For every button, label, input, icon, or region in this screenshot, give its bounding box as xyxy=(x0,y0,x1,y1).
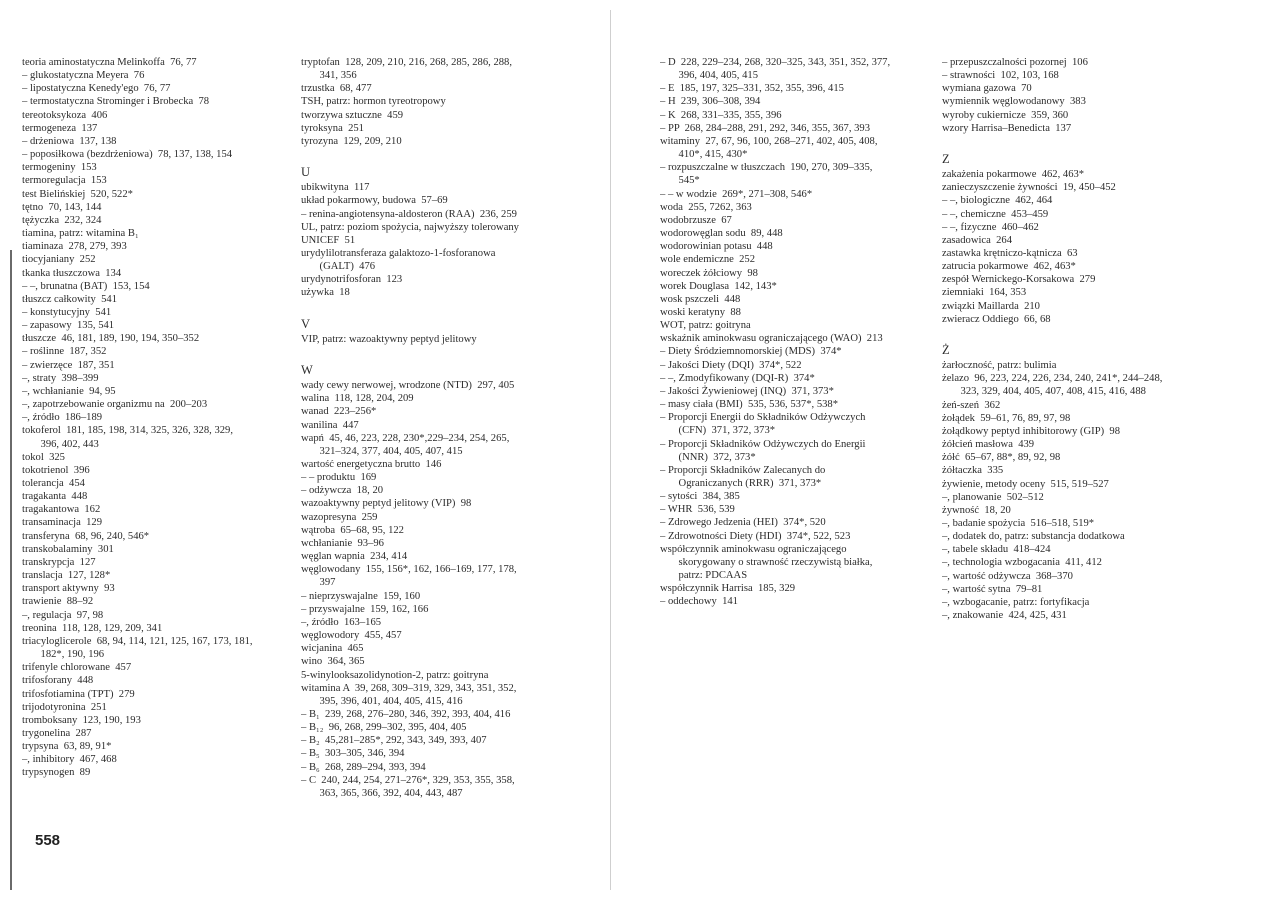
index-entry: VIP, patrz: wazoaktywny peptyd jelitowy xyxy=(301,333,477,345)
index-entry: – oddechowy 141 xyxy=(660,596,738,608)
index-entry: trypsynogen 89 xyxy=(22,767,91,779)
index-entry: współczynnik aminokwasu ograniczającego xyxy=(660,543,847,555)
index-entry: zasadowica 264 xyxy=(942,234,1013,246)
index-entry: (NNR) 372, 373* xyxy=(660,451,756,463)
index-entry: – E 185, 197, 325–331, 352, 355, 396, 415 xyxy=(660,83,844,95)
index-entry: układ pokarmowy, budowa 57–69 xyxy=(301,195,448,207)
index-entry: witamina A 39, 268, 309–319, 329, 343, 351, 352, xyxy=(301,682,517,694)
index-entry: – Proporcji Składników Odżywczych do Energii xyxy=(660,438,866,450)
index-entry: – Proporcji Składników Zalecanych do xyxy=(660,464,826,476)
index-entry: zanieczyszczenie żywności 19, 450–452 xyxy=(942,182,1116,194)
index-entry: –, tabele składu 418–424 xyxy=(942,544,1051,556)
index-entry: termogeniny 153 xyxy=(22,162,97,174)
index-entry: urydylilotransferaza galaktozo-1-fosforanowa xyxy=(301,248,496,260)
index-entry: ziemniaki 164, 353 xyxy=(942,287,1027,299)
index-entry: zakażenia pokarmowe 462, 463* xyxy=(942,169,1085,181)
index-entry: tężyczka 232, 324 xyxy=(22,214,102,226)
index-entry: –, źródło 186–189 xyxy=(22,412,103,424)
index-entry: test Bielińskiej 520, 522* xyxy=(22,188,133,200)
index-entry: worek Douglasa 142, 143* xyxy=(660,280,777,292)
index-entry: trifosfotiamina (TPT) 279 xyxy=(22,688,135,700)
index-entry: tokoferol 181, 185, 198, 314, 325, 326, 328, 329, xyxy=(22,425,233,437)
index-entry: UNICEF 51 xyxy=(301,234,356,246)
index-entry: węglowodany 155, 156*, 162, 166–169, 177, 178, xyxy=(301,564,517,576)
page-number: 558 xyxy=(35,832,61,849)
index-entry: 396, 402, 443 xyxy=(22,438,99,450)
index-entry: woski keratyny 88 xyxy=(660,306,741,318)
index-section-letter: Ż xyxy=(942,343,950,358)
index-entry: tworzywa sztuczne 459 xyxy=(301,109,404,121)
index-entry: – C 240, 244, 254, 271–276*, 329, 353, 355, 358, xyxy=(301,774,515,786)
index-entry: – rozpuszczalne w tłuszczach 190, 270, 309–335, xyxy=(660,162,873,174)
index-entry: tłuszcze 46, 181, 189, 190, 194, 350–352 xyxy=(22,333,200,345)
index-spacer xyxy=(942,135,1242,148)
index-entry: – B₅ 303–305, 346, 394 xyxy=(301,748,405,760)
index-entry: tokotrienol 396 xyxy=(22,464,90,476)
index-entry: –, technologia wzbogacania 411, 412 xyxy=(942,557,1102,569)
index-entry: – B₆ 268, 289–294, 393, 394 xyxy=(301,761,426,773)
index-entry: 363, 365, 366, 392, 404, 443, 487 xyxy=(301,787,463,799)
index-entry: –, zapotrzebowanie organizmu na 200–203 xyxy=(22,399,208,411)
index-entry: – H 239, 306–308, 394 xyxy=(660,96,761,108)
index-entry: tromboksany 123, 190, 193 xyxy=(22,714,141,726)
index-column-1 xyxy=(22,56,322,780)
index-entry: – – w wodzie 269*, 271–308, 546* xyxy=(660,188,813,200)
index-entry: tłuszcz całkowity 541 xyxy=(22,293,118,305)
index-entry: 321–324, 377, 404, 405, 407, 415 xyxy=(301,445,463,457)
index-column-2 xyxy=(301,56,601,800)
index-entry: treonina 118, 128, 129, 209, 341 xyxy=(22,622,163,634)
index-entry: tkanka tłuszczowa 134 xyxy=(22,267,122,279)
index-entry: wino 364, 365 xyxy=(301,656,365,668)
index-entry: –, wartość odżywcza 368–370 xyxy=(942,570,1073,582)
index-entry: – lipostatyczna Kenedy'ego 76, 77 xyxy=(22,83,171,95)
index-column-4 xyxy=(942,56,1242,622)
index-entry: wymiana gazowa 70 xyxy=(942,83,1032,95)
index-entry: – – produktu 169 xyxy=(301,472,377,484)
index-entry: patrz: PDCAAS xyxy=(660,570,748,582)
index-entry: wole endemiczne 252 xyxy=(660,254,756,266)
index-entry: –, inhibitory 467, 468 xyxy=(22,754,117,766)
index-entry: – Proporcji Energii do Składników Odżywczych xyxy=(660,412,866,424)
index-entry: tragakantowa 162 xyxy=(22,504,101,516)
index-entry: tiaminaza 278, 279, 393 xyxy=(22,241,127,253)
index-entry: wanad 223–256* xyxy=(301,406,377,418)
index-entry: wazopresyna 259 xyxy=(301,511,378,523)
index-entry: 410*, 415, 430* xyxy=(660,149,748,161)
index-entry: 396, 404, 405, 415 xyxy=(660,70,758,82)
index-entry: wyroby cukiernicze 359, 360 xyxy=(942,109,1069,121)
index-entry: tyrozyna 129, 209, 210 xyxy=(301,135,402,147)
index-entry: wodorowęglan sodu 89, 448 xyxy=(660,228,783,240)
index-entry: tyroksyna 251 xyxy=(301,122,364,134)
index-entry: termoregulacja 153 xyxy=(22,175,107,187)
index-entry: 341, 356 xyxy=(301,70,357,82)
index-entry: 395, 396, 401, 404, 405, 415, 416 xyxy=(301,695,463,707)
index-entry: transkobalaminy 301 xyxy=(22,543,114,555)
index-entry: – Zdrowotności Diety (HDI) 374*, 522, 523 xyxy=(660,530,851,542)
index-entry: – D 228, 229–234, 268, 320–325, 343, 351, 352, 377, xyxy=(660,57,891,68)
index-entry: trifenyle chlorowane 457 xyxy=(22,662,132,674)
index-entry: zatrucia pokarmowe 462, 463* xyxy=(942,261,1076,273)
index-entry: (CFN) 371, 372, 373* xyxy=(660,425,776,437)
index-entry: żarłoczność, patrz: bulimia xyxy=(942,360,1057,372)
index-entry: – –, biologiczne 462, 464 xyxy=(942,195,1053,207)
index-entry: – przyswajalne 159, 162, 166 xyxy=(301,603,429,615)
index-entry: żołądek 59–61, 76, 89, 97, 98 xyxy=(942,412,1071,424)
index-entry: WOT, patrz: goitryna xyxy=(660,320,751,332)
index-entry: – nieprzyswajalne 159, 160 xyxy=(301,590,421,602)
index-entry: tiocyjaniany 252 xyxy=(22,254,96,266)
index-column-3 xyxy=(660,56,960,609)
index-entry: –, źródło 163–165 xyxy=(301,616,382,628)
index-entry: trypsyna 63, 89, 91* xyxy=(22,741,112,753)
index-entry: wodorowinian potasu 448 xyxy=(660,241,773,253)
index-entry: wicjanina 465 xyxy=(301,643,364,655)
index-entry: trifosforany 448 xyxy=(22,675,94,687)
index-entry: – B₁ 239, 268, 276–280, 346, 392, 393, 404, 416 xyxy=(301,708,511,720)
index-entry: tereotoksykoza 406 xyxy=(22,109,108,121)
index-entry: 5-winylooksazolidynotion-2, patrz: goitryna xyxy=(301,669,489,681)
index-entry: urydynotrifosforan 123 xyxy=(301,274,403,286)
index-entry: – K 268, 331–335, 355, 396 xyxy=(660,109,782,121)
index-entry: tragakanta 448 xyxy=(22,491,88,503)
index-section-letter: U xyxy=(301,165,311,180)
index-entry: –, straty 398–399 xyxy=(22,372,99,384)
index-entry: woreczek żółciowy 98 xyxy=(660,267,758,279)
index-entry: trijodotyronina 251 xyxy=(22,701,107,713)
index-spacer xyxy=(301,148,601,161)
index-entry: transaminacja 129 xyxy=(22,517,103,529)
index-entry: wątroba 65–68, 95, 122 xyxy=(301,524,404,536)
index-entry: wzory Harrisa–Benedicta 137 xyxy=(942,122,1072,134)
index-entry: – –, chemiczne 453–459 xyxy=(942,208,1049,220)
index-entry: – zwierzęce 187, 351 xyxy=(22,359,115,371)
index-entry: zespół Wernickego-Korsakowa 279 xyxy=(942,274,1096,286)
index-entry: żywienie, metody oceny 515, 519–527 xyxy=(942,478,1109,490)
index-entry: trygonelina 287 xyxy=(22,727,92,739)
index-entry: wodobrzusze 67 xyxy=(660,214,732,226)
index-entry: transferyna 68, 96, 240, 546* xyxy=(22,530,150,542)
index-entry: – WHR 536, 539 xyxy=(660,504,735,516)
index-entry: – poposiłkowa (bezdrżeniowa) 78, 137, 138, 154 xyxy=(22,149,233,161)
index-entry: – drżeniowa 137, 138 xyxy=(22,135,117,147)
index-entry: – termostatyczna Strominger i Brobecka 78 xyxy=(22,96,210,108)
index-entry: woda 255, 7262, 363 xyxy=(660,201,752,213)
index-entry: żołądkowy peptyd inhibitorowy (GIP) 98 xyxy=(942,425,1121,437)
index-entry: tiamina, patrz: witamina B₁ xyxy=(22,228,139,240)
index-entry: triacyloglicerole 68, 94, 114, 121, 125, 167, 173, 181, xyxy=(22,635,253,647)
index-entry: –, planowanie 502–512 xyxy=(942,491,1044,503)
index-entry: wapń 45, 46, 223, 228, 230*,229–234, 254, 265, xyxy=(301,432,510,444)
scan-edge xyxy=(10,250,12,890)
index-entry: tokol 325 xyxy=(22,451,65,463)
index-section-letter: V xyxy=(301,316,311,331)
index-entry: –, badanie spożycia 516–518, 519* xyxy=(942,517,1095,529)
index-entry: wartość energetyczna brutto 146 xyxy=(301,459,442,471)
index-entry: – masy ciała (BMI) 535, 536, 537*, 538* xyxy=(660,399,839,411)
index-entry: –, znakowanie 424, 425, 431 xyxy=(942,610,1067,622)
index-entry: wanilina 447 xyxy=(301,419,359,431)
index-entry: trawienie 88–92 xyxy=(22,596,94,608)
index-spacer xyxy=(301,346,601,359)
index-entry: – Jakości Żywieniowej (INQ) 371, 373* xyxy=(660,385,834,397)
index-entry: – –, fizyczne 460–462 xyxy=(942,221,1039,233)
index-entry: – odżywcza 18, 20 xyxy=(301,485,384,497)
index-entry: – renina-angiotensyna-aldosteron (RAA) 236, 259 xyxy=(301,208,517,220)
index-entry: 323, 329, 404, 405, 407, 408, 415, 416, 488 xyxy=(942,386,1146,398)
index-entry: wady cewy nerwowej, wrodzone (NTD) 297, 405 xyxy=(301,380,515,392)
index-entry: – konstytucyjny 541 xyxy=(22,306,112,318)
index-entry: żeń-szeń 362 xyxy=(942,399,1001,411)
index-entry: związki Maillarda 210 xyxy=(942,300,1040,312)
index-spacer xyxy=(942,326,1242,339)
index-entry: żywność 18, 20 xyxy=(942,504,1011,516)
index-entry: wymiennik węglowodanowy 383 xyxy=(942,96,1086,108)
index-entry: –, regulacja 97, 98 xyxy=(22,609,104,621)
index-entry: trzustka 68, 477 xyxy=(301,83,372,95)
index-entry: termogeneza 137 xyxy=(22,122,98,134)
index-entry: – Diety Śródziemnomorskiej (MDS) 374* xyxy=(660,346,842,358)
index-entry: – przepuszczalności pozornej 106 xyxy=(942,57,1088,68)
index-entry: zwieracz Oddiego 66, 68 xyxy=(942,313,1051,325)
index-entry: – –, Zmodyfikowany (DQI-R) 374* xyxy=(660,372,815,384)
index-entry: żółtaczka 335 xyxy=(942,465,1004,477)
index-entry: –, dodatek do, patrz: substancja dodatkowa xyxy=(942,531,1125,543)
book-gutter xyxy=(610,10,611,890)
index-entry: – B₂ 45,281–285*, 292, 343, 349, 393, 407 xyxy=(301,735,487,747)
index-entry: tolerancja 454 xyxy=(22,478,85,489)
index-entry: żółć 65–67, 88*, 89, 92, 98 xyxy=(942,452,1061,464)
index-entry: translacja 127, 128* xyxy=(22,570,111,582)
index-entry: walina 118, 128, 204, 209 xyxy=(301,393,414,405)
index-entry: UL, patrz: poziom spożycia, najwyższy tolerowany xyxy=(301,221,519,233)
index-entry: transport aktywny 93 xyxy=(22,583,115,595)
index-entry: tryptofan 128, 209, 210, 216, 268, 285, 286, 288, xyxy=(301,57,512,68)
index-entry: –, wzbogacanie, patrz: fortyfikacja xyxy=(942,596,1090,608)
index-entry: – PP 268, 284–288, 291, 292, 346, 355, 367, 393 xyxy=(660,122,871,134)
index-entry: 545* xyxy=(660,175,700,187)
index-entry: –, wartość sytna 79–81 xyxy=(942,583,1043,595)
index-entry: TSH, patrz: hormon tyreotropowy xyxy=(301,96,446,108)
index-entry: witaminy 27, 67, 96, 100, 268–271, 402, 405, 408, xyxy=(660,135,878,147)
index-entry: – B₁₂ 96, 268, 299–302, 395, 404, 405 xyxy=(301,722,467,734)
index-entry: wchłanianie 93–96 xyxy=(301,537,384,549)
index-entry: –, wchłanianie 94, 95 xyxy=(22,385,116,397)
index-entry: skorygowany o strawność rzeczywistą białka, xyxy=(660,556,873,568)
index-entry: transkrypcja 127 xyxy=(22,556,96,568)
index-entry: tętno 70, 143, 144 xyxy=(22,201,102,213)
index-entry: – Jakości Diety (DQI) 374*, 522 xyxy=(660,359,802,371)
index-spacer xyxy=(301,300,601,313)
index-entry: – sytości 384, 385 xyxy=(660,491,740,503)
index-entry: – glukostatyczna Meyera 76 xyxy=(22,70,145,82)
index-entry: – strawności 102, 103, 168 xyxy=(942,70,1059,82)
index-entry: węglowodory 455, 457 xyxy=(301,630,402,642)
index-entry: – roślinne 187, 352 xyxy=(22,346,107,358)
index-entry: wosk pszczeli 448 xyxy=(660,293,741,305)
index-entry: współczynnik Harrisa 185, 329 xyxy=(660,583,796,595)
index-entry: (GALT) 476 xyxy=(301,261,376,273)
index-entry: – Zdrowego Jedzenia (HEI) 374*, 520 xyxy=(660,517,826,529)
index-entry: ubikwityna 117 xyxy=(301,182,370,194)
index-entry: wazoaktywny peptyd jelitowy (VIP) 98 xyxy=(301,498,472,510)
index-entry: węglan wapnia 234, 414 xyxy=(301,551,408,563)
index-entry: używka 18 xyxy=(301,287,350,299)
index-entry: 397 xyxy=(301,577,336,589)
index-entry: żelazo 96, 223, 224, 226, 234, 240, 241*, 244–248, xyxy=(942,373,1163,385)
index-entry: teoria aminostatyczna Melinkoffa 76, 77 xyxy=(22,57,197,68)
index-entry: zastawka krętniczo-kątnicza 63 xyxy=(942,248,1078,260)
index-entry: 182*, 190, 196 xyxy=(22,649,105,661)
index-section-letter: Z xyxy=(942,152,950,167)
index-entry: żółcień masłowa 439 xyxy=(942,439,1035,451)
index-entry: Ograniczanych (RRR) 371, 373* xyxy=(660,478,822,489)
index-entry: wskaźnik aminokwasu ograniczającego (WAO) 213 xyxy=(660,333,883,345)
index-entry: – zapasowy 135, 541 xyxy=(22,320,115,332)
index-section-letter: W xyxy=(301,363,313,378)
index-entry: – –, brunatna (BAT) 153, 154 xyxy=(22,280,150,292)
